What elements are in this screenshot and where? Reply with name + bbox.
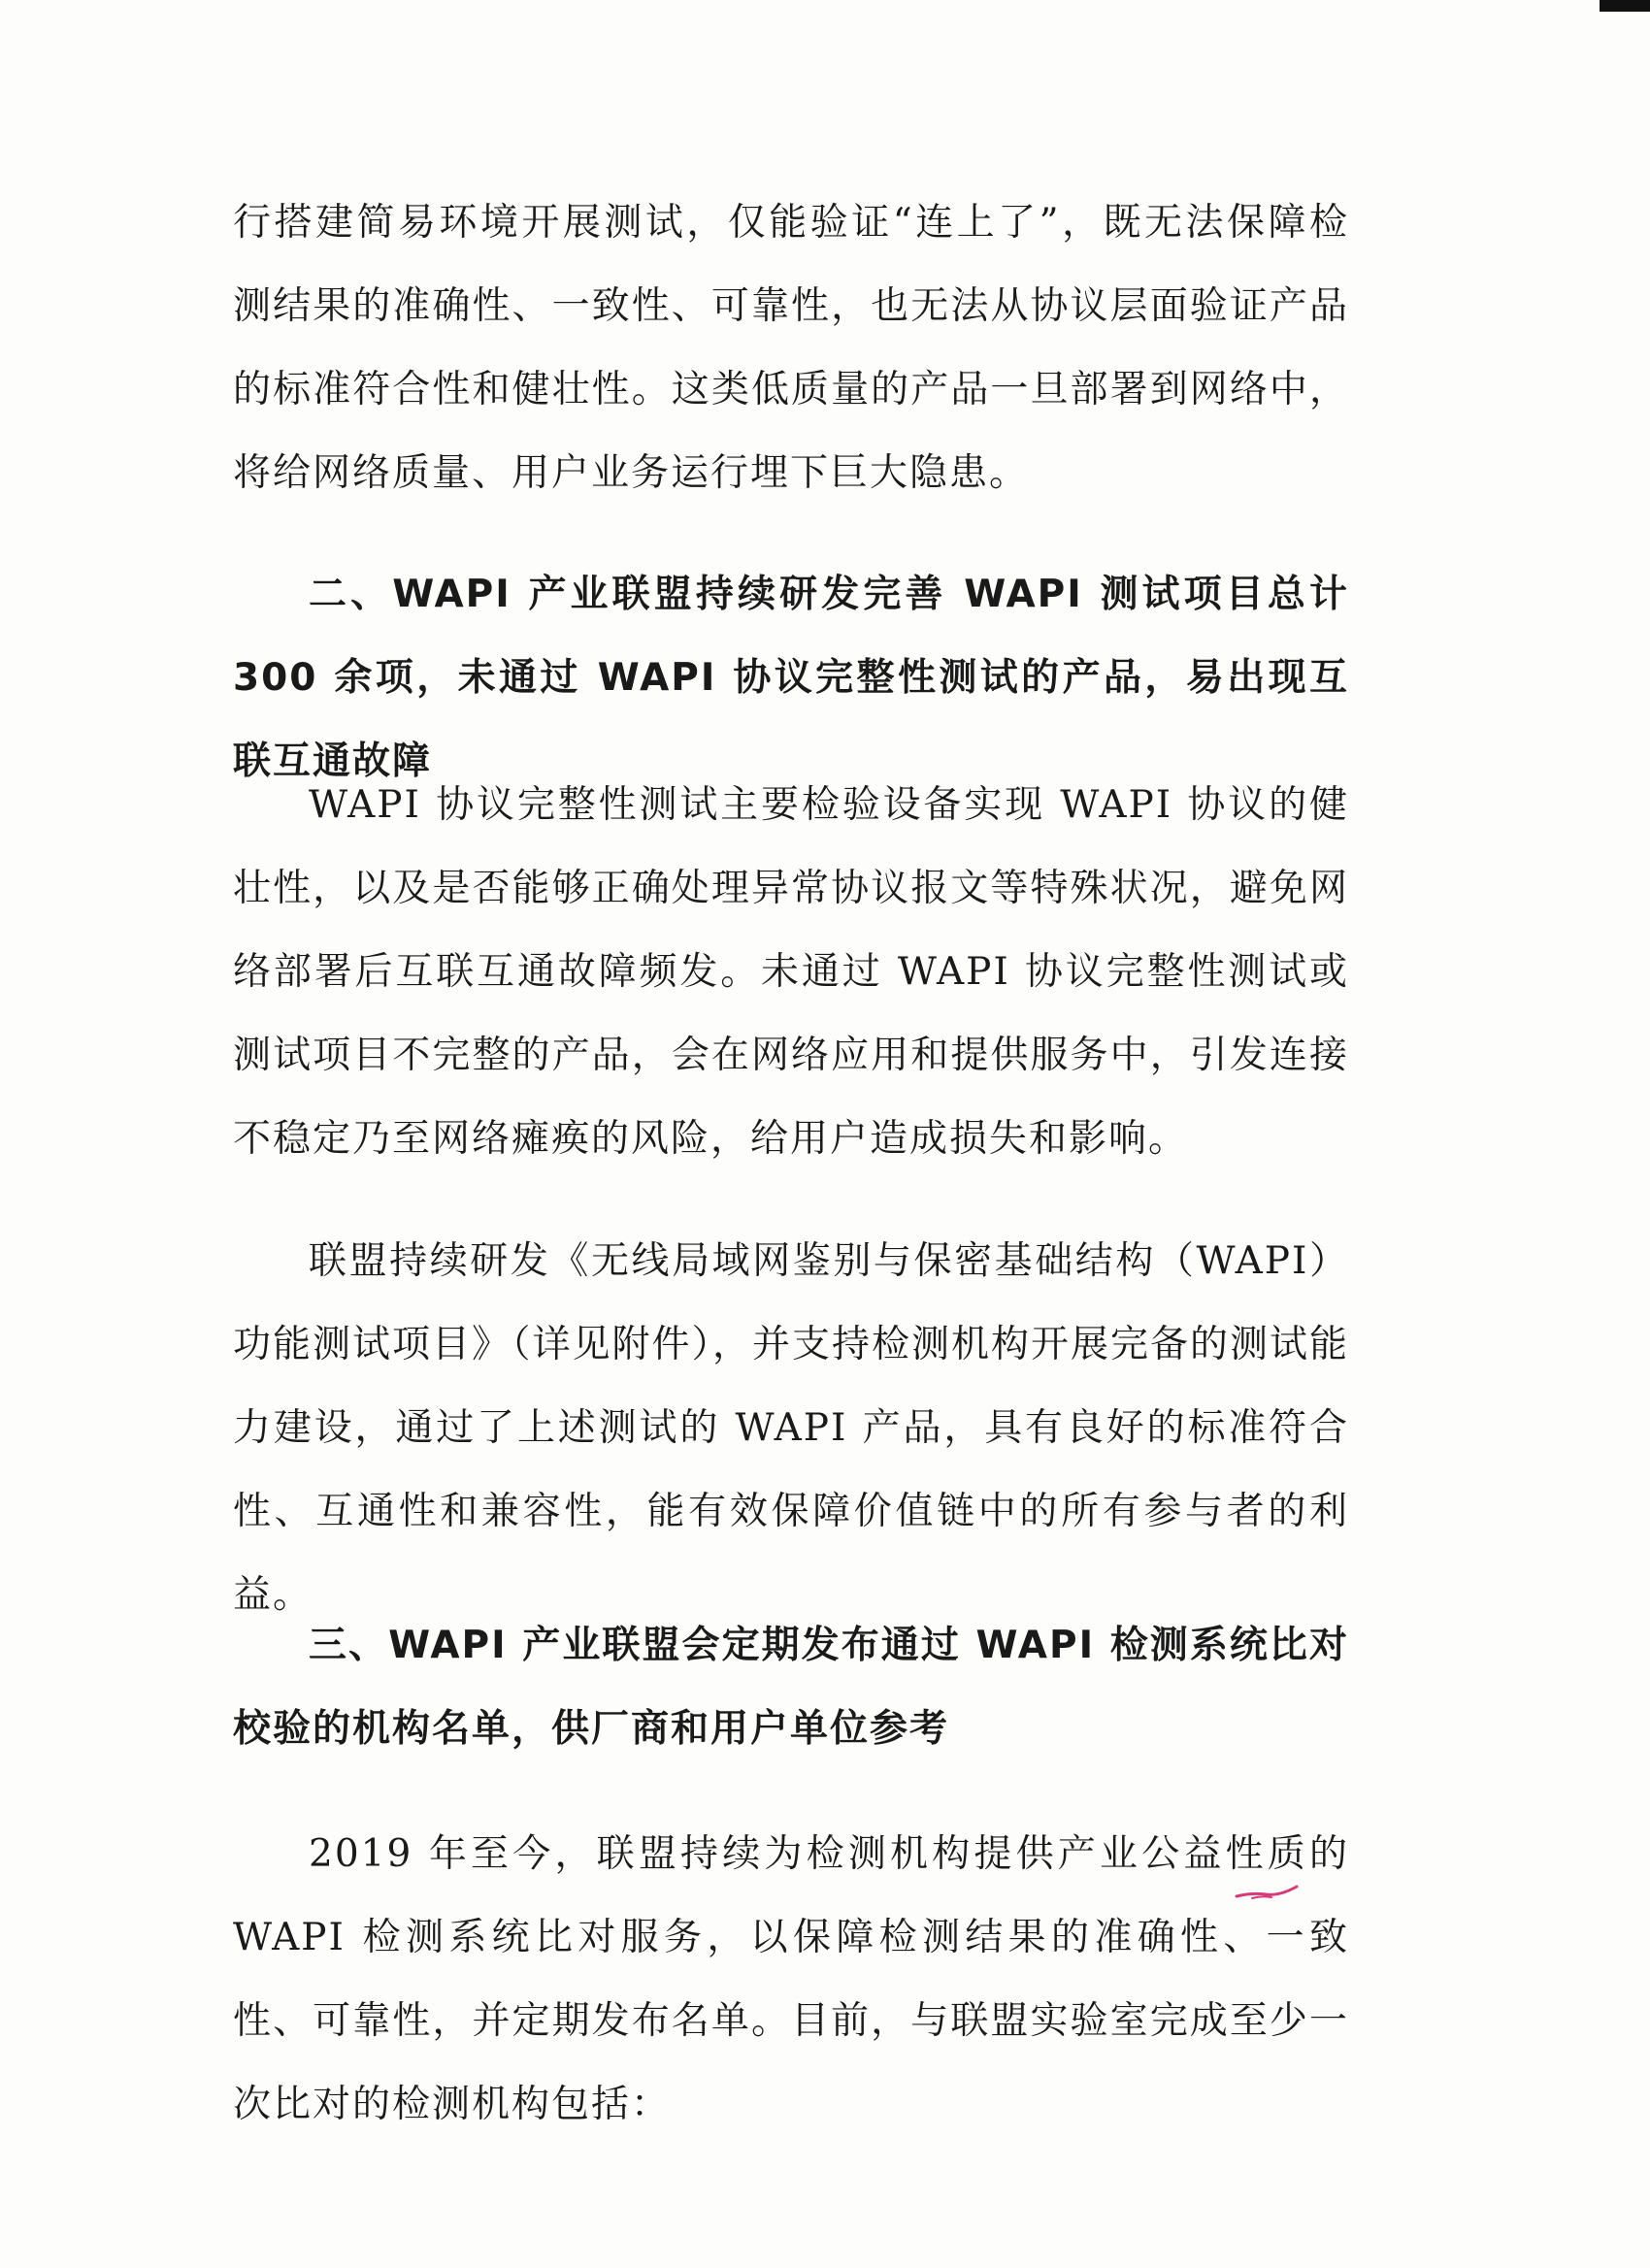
ink-stamp-fragment bbox=[1233, 1881, 1301, 1904]
scan-corner-mark bbox=[1600, 0, 1650, 12]
section-heading-2: 二、WAPI 产业联盟持续研发完善 WAPI 测试项目总计 300 余项，未通过 WAPI 协议完整性测试的产品，易出现互联互通故障 bbox=[233, 573, 1349, 783]
paragraph-testing-risk: 行搭建简易环境开展测试，仅能验证“连上了”，既无法保障检测结果的准确性、一致性、可靠性，也无法从协议层面验证产品的标准符合性和健壮性。这类低质量的产品一旦部署到网络中，将给网络质量、用户业务运行埋下巨大隐患。 bbox=[233, 201, 1349, 495]
section-heading-3: 三、WAPI 产业联盟会定期发布通过 WAPI 检测系统比对校验的机构名单，供厂商和用户单位参考 bbox=[233, 1624, 1349, 1751]
paragraph-comparison-service: 2019 年至今，联盟持续为检测机构提供产业公益性质的 WAPI 检测系统比对服务，以保障检测结果的准确性、一致性、可靠性，并定期发布名单。目前，与联盟实验室完成至少一次比对的检测机构包括： bbox=[233, 1832, 1349, 2126]
paragraph-test-items: 联盟持续研发《无线局域网鉴别与保密基础结构（WAPI）功能测试项目》（详见附件），并支持检测机构开展完备的测试能力建设，通过了上述测试的 WAPI 产品，具有良好的标准符合性、互通性和兼容性，能有效保障价值链中的所有参与者的利益。 bbox=[233, 1239, 1350, 1617]
paragraph-protocol-integrity: WAPI 协议完整性测试主要检验设备实现 WAPI 协议的健壮性，以及是否能够正确处理异常协议报文等特殊状况，避免网络部署后互联互通故障频发。未通过 WAPI 协议完整性测试或测试项目不完整的产品，会在网络应用和提供服务中，引发连接不稳定乃至网络瘫痪的风险，给用户造成损失和影响。 bbox=[233, 783, 1349, 1161]
